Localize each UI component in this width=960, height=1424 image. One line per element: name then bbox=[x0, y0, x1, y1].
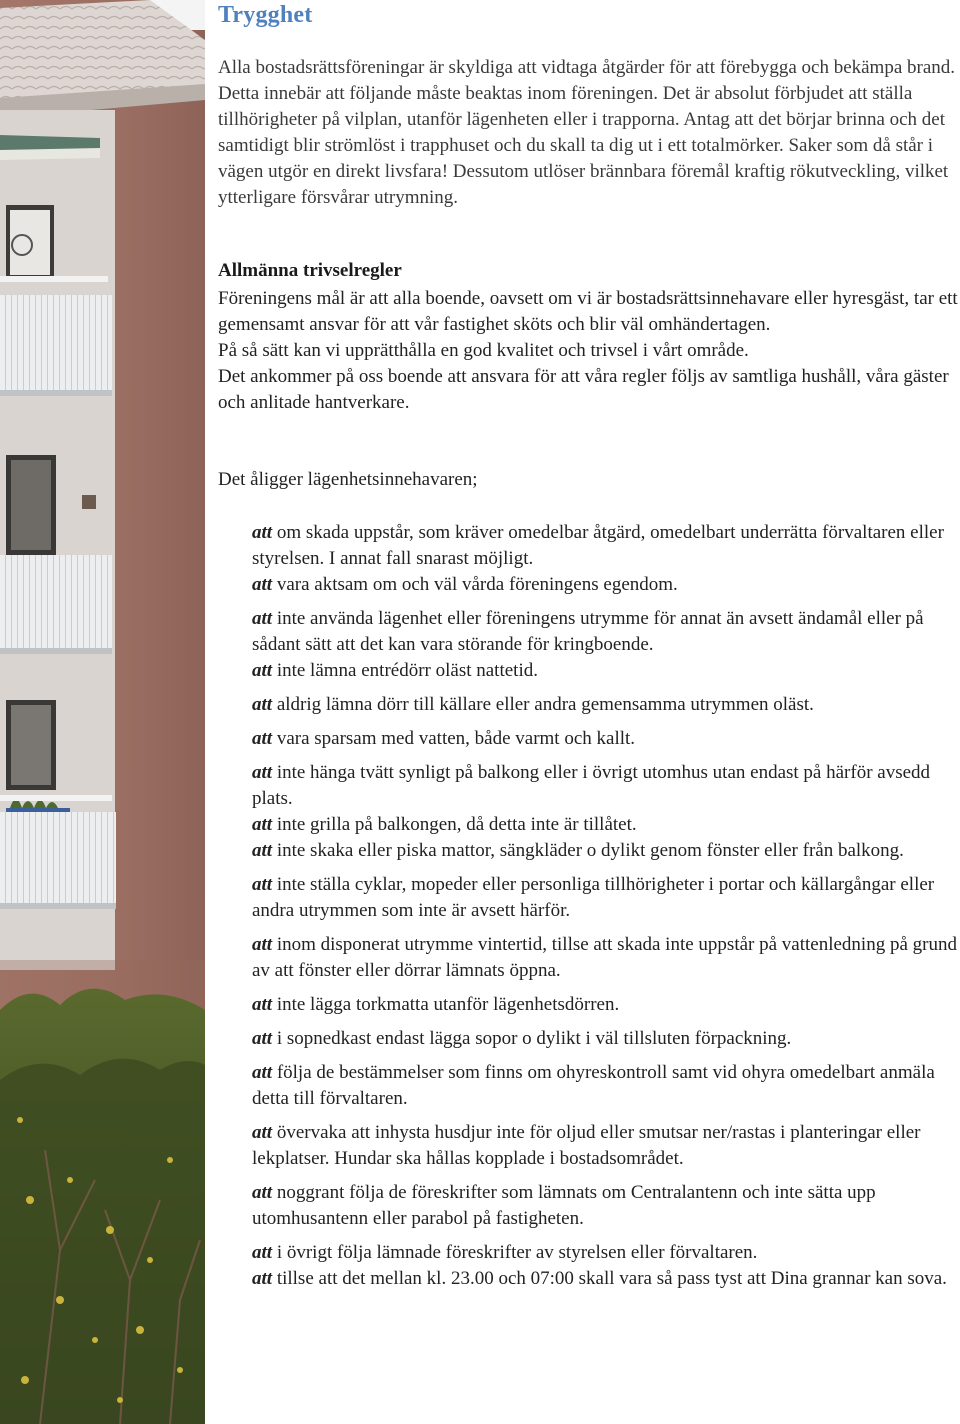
rule-text: inom disponerat utrymme vintertid, tillse att skada inte uppstår på vattenledning på grund av att fönster eller dörrar lämnats öppna. bbox=[252, 934, 957, 981]
rule-prefix: att bbox=[252, 694, 273, 715]
rule-prefix: att bbox=[252, 994, 273, 1015]
rule-item bbox=[252, 726, 958, 752]
rule-item bbox=[252, 1120, 958, 1172]
rule-item bbox=[252, 606, 958, 658]
rule-prefix: att bbox=[252, 522, 273, 543]
rule-text: inte grilla på balkongen, då detta inte är tillåtet. bbox=[276, 814, 637, 835]
rule-text: aldrig lämna dörr till källare eller andra gemensamma utrymmen oläst. bbox=[276, 694, 814, 715]
rule-text: inte hänga tvätt synligt på balkong eller i övrigt utomhus utan endast på härför avsedd plats. bbox=[252, 762, 931, 809]
general-paragraph: Det ankommer på oss boende att ansvara för att våra regler följs av samtliga hushåll, våra gäster och anlitade hantverkare. bbox=[218, 366, 949, 413]
rule-item bbox=[252, 1180, 958, 1232]
rule-prefix: att bbox=[252, 874, 273, 895]
rule-prefix: att bbox=[252, 728, 273, 749]
section-heading: Allmänna trivselregler bbox=[218, 260, 402, 281]
rule-prefix: att bbox=[252, 840, 273, 861]
rule-item bbox=[252, 760, 958, 812]
rule-prefix: att bbox=[252, 1028, 273, 1049]
rule-text: övervaka att inhysta husdjur inte för oljud eller smutsar ner/rastas i planteringar eller lekplatser. Hundar ska hållas kopplade i bostadsområdet. bbox=[252, 1122, 921, 1169]
rule-prefix: att bbox=[252, 762, 273, 783]
rule-prefix: att bbox=[252, 814, 273, 835]
rule-item bbox=[252, 872, 958, 924]
document-content bbox=[218, 0, 960, 1424]
general-paragraph: Föreningens mål är att alla boende, oavsett om vi är bostadsrättsinnehavare eller hyresgäst, tar ett gemensamt ansvar för att vår fastighet sköts och blir väl omhändertagen. bbox=[218, 288, 958, 335]
intro-paragraph: Alla bostadsrättsföreningar är skyldiga att vidtaga åtgärder för att förebygga och bekämpa brand. Detta innebär att följande måste beaktas inom föreningen. Det är absolut förbjudet att ställa tillhörigheter på vilplan, utanför lägenheten eller i trapporna. Antag att det börjar brinna och det samtidigt blir strömlöst i trapphuset och du skall ta dig ut i ett totalmörker. Saker som då står i vägen utgör en direkt livsfara! Dessutom utlöser brännbara föremål kraftig rökutveckling, vilket ytterligare försvårar utrymning. bbox=[218, 57, 956, 208]
rule-item bbox=[252, 658, 958, 684]
rule-item bbox=[252, 932, 958, 984]
rule-item bbox=[252, 1026, 958, 1052]
rule-prefix: att bbox=[252, 660, 273, 681]
rule-text: inte lägga torkmatta utanför lägenhetsdörren. bbox=[276, 994, 620, 1015]
rule-text: tillse att det mellan kl. 23.00 och 07:00 skall vara så pass tyst att Dina grannar kan sova. bbox=[276, 1268, 947, 1289]
rule-text: i övrigt följa lämnade föreskrifter av styrelsen eller förvaltaren. bbox=[276, 1242, 758, 1263]
rule-item bbox=[252, 992, 958, 1018]
rule-prefix: att bbox=[252, 1268, 273, 1289]
rule-text: om skada uppstår, som kräver omedelbar åtgärd, omedelbart underrätta förvaltaren eller styrelsen. I annat fall snarast möjligt. bbox=[252, 522, 944, 569]
rule-item bbox=[252, 838, 958, 864]
rule-item bbox=[252, 812, 958, 838]
rule-item bbox=[252, 1060, 958, 1112]
rule-prefix: att bbox=[252, 1242, 273, 1263]
duty-intro: Det åligger lägenhetsinnehavaren; bbox=[218, 469, 478, 490]
rule-text: inte använda lägenhet eller föreningens utrymme för annat än avsett ändamål eller på sådant sätt att det kan vara störande för kringboende. bbox=[252, 608, 924, 655]
rule-text: i sopnedkast endast lägga sopor o dylikt i väl tillsluten förpackning. bbox=[276, 1028, 792, 1049]
building-photo bbox=[0, 0, 205, 1424]
general-paragraphs bbox=[218, 286, 960, 416]
rule-text: inte skaka eller piska mattor, sängkläder o dylikt genom fönster eller från balkong. bbox=[276, 840, 904, 861]
rule-item bbox=[252, 572, 958, 598]
rule-text: noggrant följa de föreskrifter som lämnats om Centralantenn och inte sätta upp utomhusantenn eller parabol på fastigheten. bbox=[252, 1182, 876, 1229]
rule-prefix: att bbox=[252, 608, 273, 629]
rule-item bbox=[252, 1240, 958, 1266]
rule-prefix: att bbox=[252, 1182, 273, 1203]
rule-text: följa de bestämmelser som finns om ohyreskontroll samt vid ohyra omedelbart anmäla detta till förvaltaren. bbox=[252, 1062, 935, 1109]
rule-text: vara aktsam om och väl vårda föreningens egendom. bbox=[276, 574, 678, 595]
rule-prefix: att bbox=[252, 1062, 273, 1083]
rule-prefix: att bbox=[252, 574, 273, 595]
rule-text: inte ställa cyklar, mopeder eller personliga tillhörigheter i portar och källargångar eller andra utrymmen som inte är avsett härför. bbox=[252, 874, 935, 921]
rule-text: vara sparsam med vatten, både varmt och kallt. bbox=[276, 728, 636, 749]
rule-item bbox=[252, 1266, 958, 1292]
page-title: Trygghet bbox=[218, 2, 313, 28]
rule-item bbox=[252, 520, 958, 572]
general-paragraph: På så sätt kan vi upprätthålla en god kvalitet och trivsel i vårt område. bbox=[218, 340, 749, 361]
building-photo-illustration bbox=[0, 0, 205, 1424]
rule-item bbox=[252, 692, 958, 718]
rule-prefix: att bbox=[252, 934, 273, 955]
rule-text: inte lämna entrédörr oläst nattetid. bbox=[276, 660, 538, 681]
rules-list bbox=[252, 520, 958, 1292]
rule-prefix: att bbox=[252, 1122, 273, 1143]
